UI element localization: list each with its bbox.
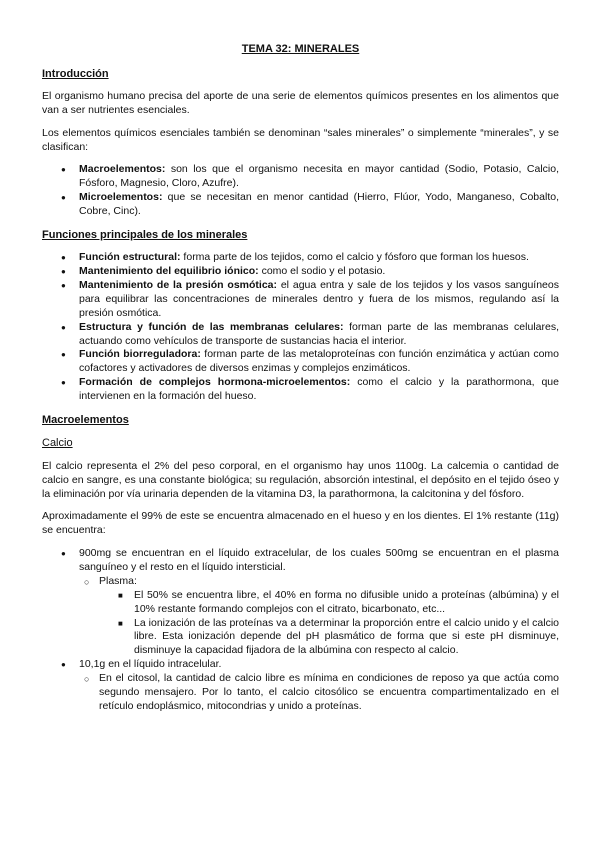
term-description: forma parte de los tejidos, como el calcio y fósforo que forman los huesos. bbox=[180, 251, 529, 264]
term-label: Formación de complejos hormona-microelementos: bbox=[79, 376, 351, 389]
list-item bbox=[42, 321, 559, 349]
sublist bbox=[79, 575, 559, 658]
list-item-intracellular bbox=[42, 658, 559, 713]
term-description: forman parte de las membranas celulares, actuando como vehículos de transporte de sustancias hacia el interior. bbox=[79, 320, 559, 347]
term-label: Función estructural: bbox=[79, 251, 181, 264]
list-item-macroelementos bbox=[42, 163, 559, 191]
calcio-paragraph-2: Aproximadamente el 99% de este se encuentra almacenado en el hueso y en los dientes. El 1% restante (11g) se encuentra: bbox=[42, 510, 559, 537]
term-label: Mantenimiento de la presión osmótica: bbox=[79, 279, 277, 292]
list-item-cytosol: ○ En el citosol, la cantidad de calcio libre es mínima en condiciones de reposo ya que actúa como segundo mensajero. Por lo tanto, el calcio citosólico se encuentra compartimentalizado en el retículo endoplásmico, mitocondrias y unido a proteínas. bbox=[79, 672, 559, 714]
term-label: Estructura y función de las membranas celulares: bbox=[79, 320, 344, 333]
intro-paragraph-2: Los elementos químicos esenciales también se denominan “sales minerales” o simplemente “minerales”, y se clasifican: bbox=[42, 126, 559, 153]
list-item bbox=[42, 348, 559, 376]
list-item-microelementos bbox=[42, 191, 559, 219]
term-description: que se necesitan en menor cantidad (Hierro, Flúor, Yodo, Manganeso, Cobalto, Cobre, Cinc). bbox=[79, 191, 559, 218]
item-text: Plasma: bbox=[99, 574, 137, 587]
functions-heading: Funciones principales de los minerales bbox=[42, 228, 248, 241]
list-item: ■ La ionización de las proteínas va a determinar la proporción entre el calcio unido y el calcio libre. Esta ionización depende del pH plasmático de forma que si este pH disminuye, disminuye la capacidad fijadora de la albúmina con respecto al calcio. bbox=[114, 617, 559, 659]
calcio-paragraph-1: El calcio representa el 2% del peso corporal, en el organismo hay unos 1100g. La calcemia o cantidad de calcio en sangre, es una constante biológica; su regulación, absorción intestinal, el depósito en el tejido óseo y la eliminación por vía urinaria dependen de la vitamina D3, la parathormona, la calcitonina y del fósforo. bbox=[42, 459, 559, 500]
list-item-extracellular bbox=[42, 547, 559, 658]
item-text: 900mg se encuentran en el líquido extracelular, de los cuales 500mg se encuentran en el plasma sanguíneo y el resto en el líquido intersticial. bbox=[79, 547, 559, 574]
list-item: ■ El 50% se encuentra libre, el 40% en forma no difusible unido a proteínas (albúmina) y el 10% restante formando complejos con el citrato, bicarbonato, etc... bbox=[114, 589, 559, 617]
list-item-plasma bbox=[79, 575, 559, 658]
document-title: TEMA 32: MINERALES bbox=[241, 43, 360, 55]
calcio-heading: Calcio bbox=[42, 437, 73, 450]
plasma-sublist bbox=[99, 589, 559, 658]
list-item bbox=[42, 265, 559, 279]
sublist bbox=[79, 672, 559, 714]
macro-heading: Macroelementos bbox=[42, 413, 129, 426]
element-classification-list bbox=[42, 163, 559, 218]
list-item bbox=[42, 376, 559, 404]
item-text: 10,1g en el líquido intracelular. bbox=[79, 658, 222, 671]
intro-paragraph-1: El organismo humano precisa del aporte de una serie de elementos químicos presentes en los alimentos que van a ser nutrientes esenciales. bbox=[42, 90, 559, 116]
term-label: Mantenimiento del equilibrio iónico: bbox=[79, 265, 259, 278]
term-description: son los que el organismo necesita en mayor cantidad (Sodio, Potasio, Calcio, Fósforo, Magnesio, Cloro, Azufre). bbox=[79, 163, 559, 190]
term-description: como el sodio y el potasio. bbox=[258, 265, 386, 278]
functions-list bbox=[42, 251, 559, 403]
calcio-distribution-list bbox=[42, 547, 559, 713]
term-label: Microelementos: bbox=[79, 191, 163, 204]
intro-heading: Introducción bbox=[42, 67, 109, 80]
list-item bbox=[42, 279, 559, 321]
term-label: Macroelementos: bbox=[79, 163, 166, 176]
term-description: forman parte de las metaloproteínas con función enzimática y actúan como cofactores y activadores de diversos enzimas y complejos enzimáticos. bbox=[79, 348, 559, 375]
term-description: como el calcio y la parathormona, que intervienen en la formación del hueso. bbox=[79, 376, 559, 403]
list-item bbox=[42, 251, 559, 265]
term-label: Función biorreguladora: bbox=[79, 348, 201, 361]
term-description: el agua entra y sale de los tejidos y los vasos sanguíneos para equilibrar las concentraciones de minerales dentro y fuera de los mismos, regulando así la presión osmótica. bbox=[79, 279, 559, 319]
